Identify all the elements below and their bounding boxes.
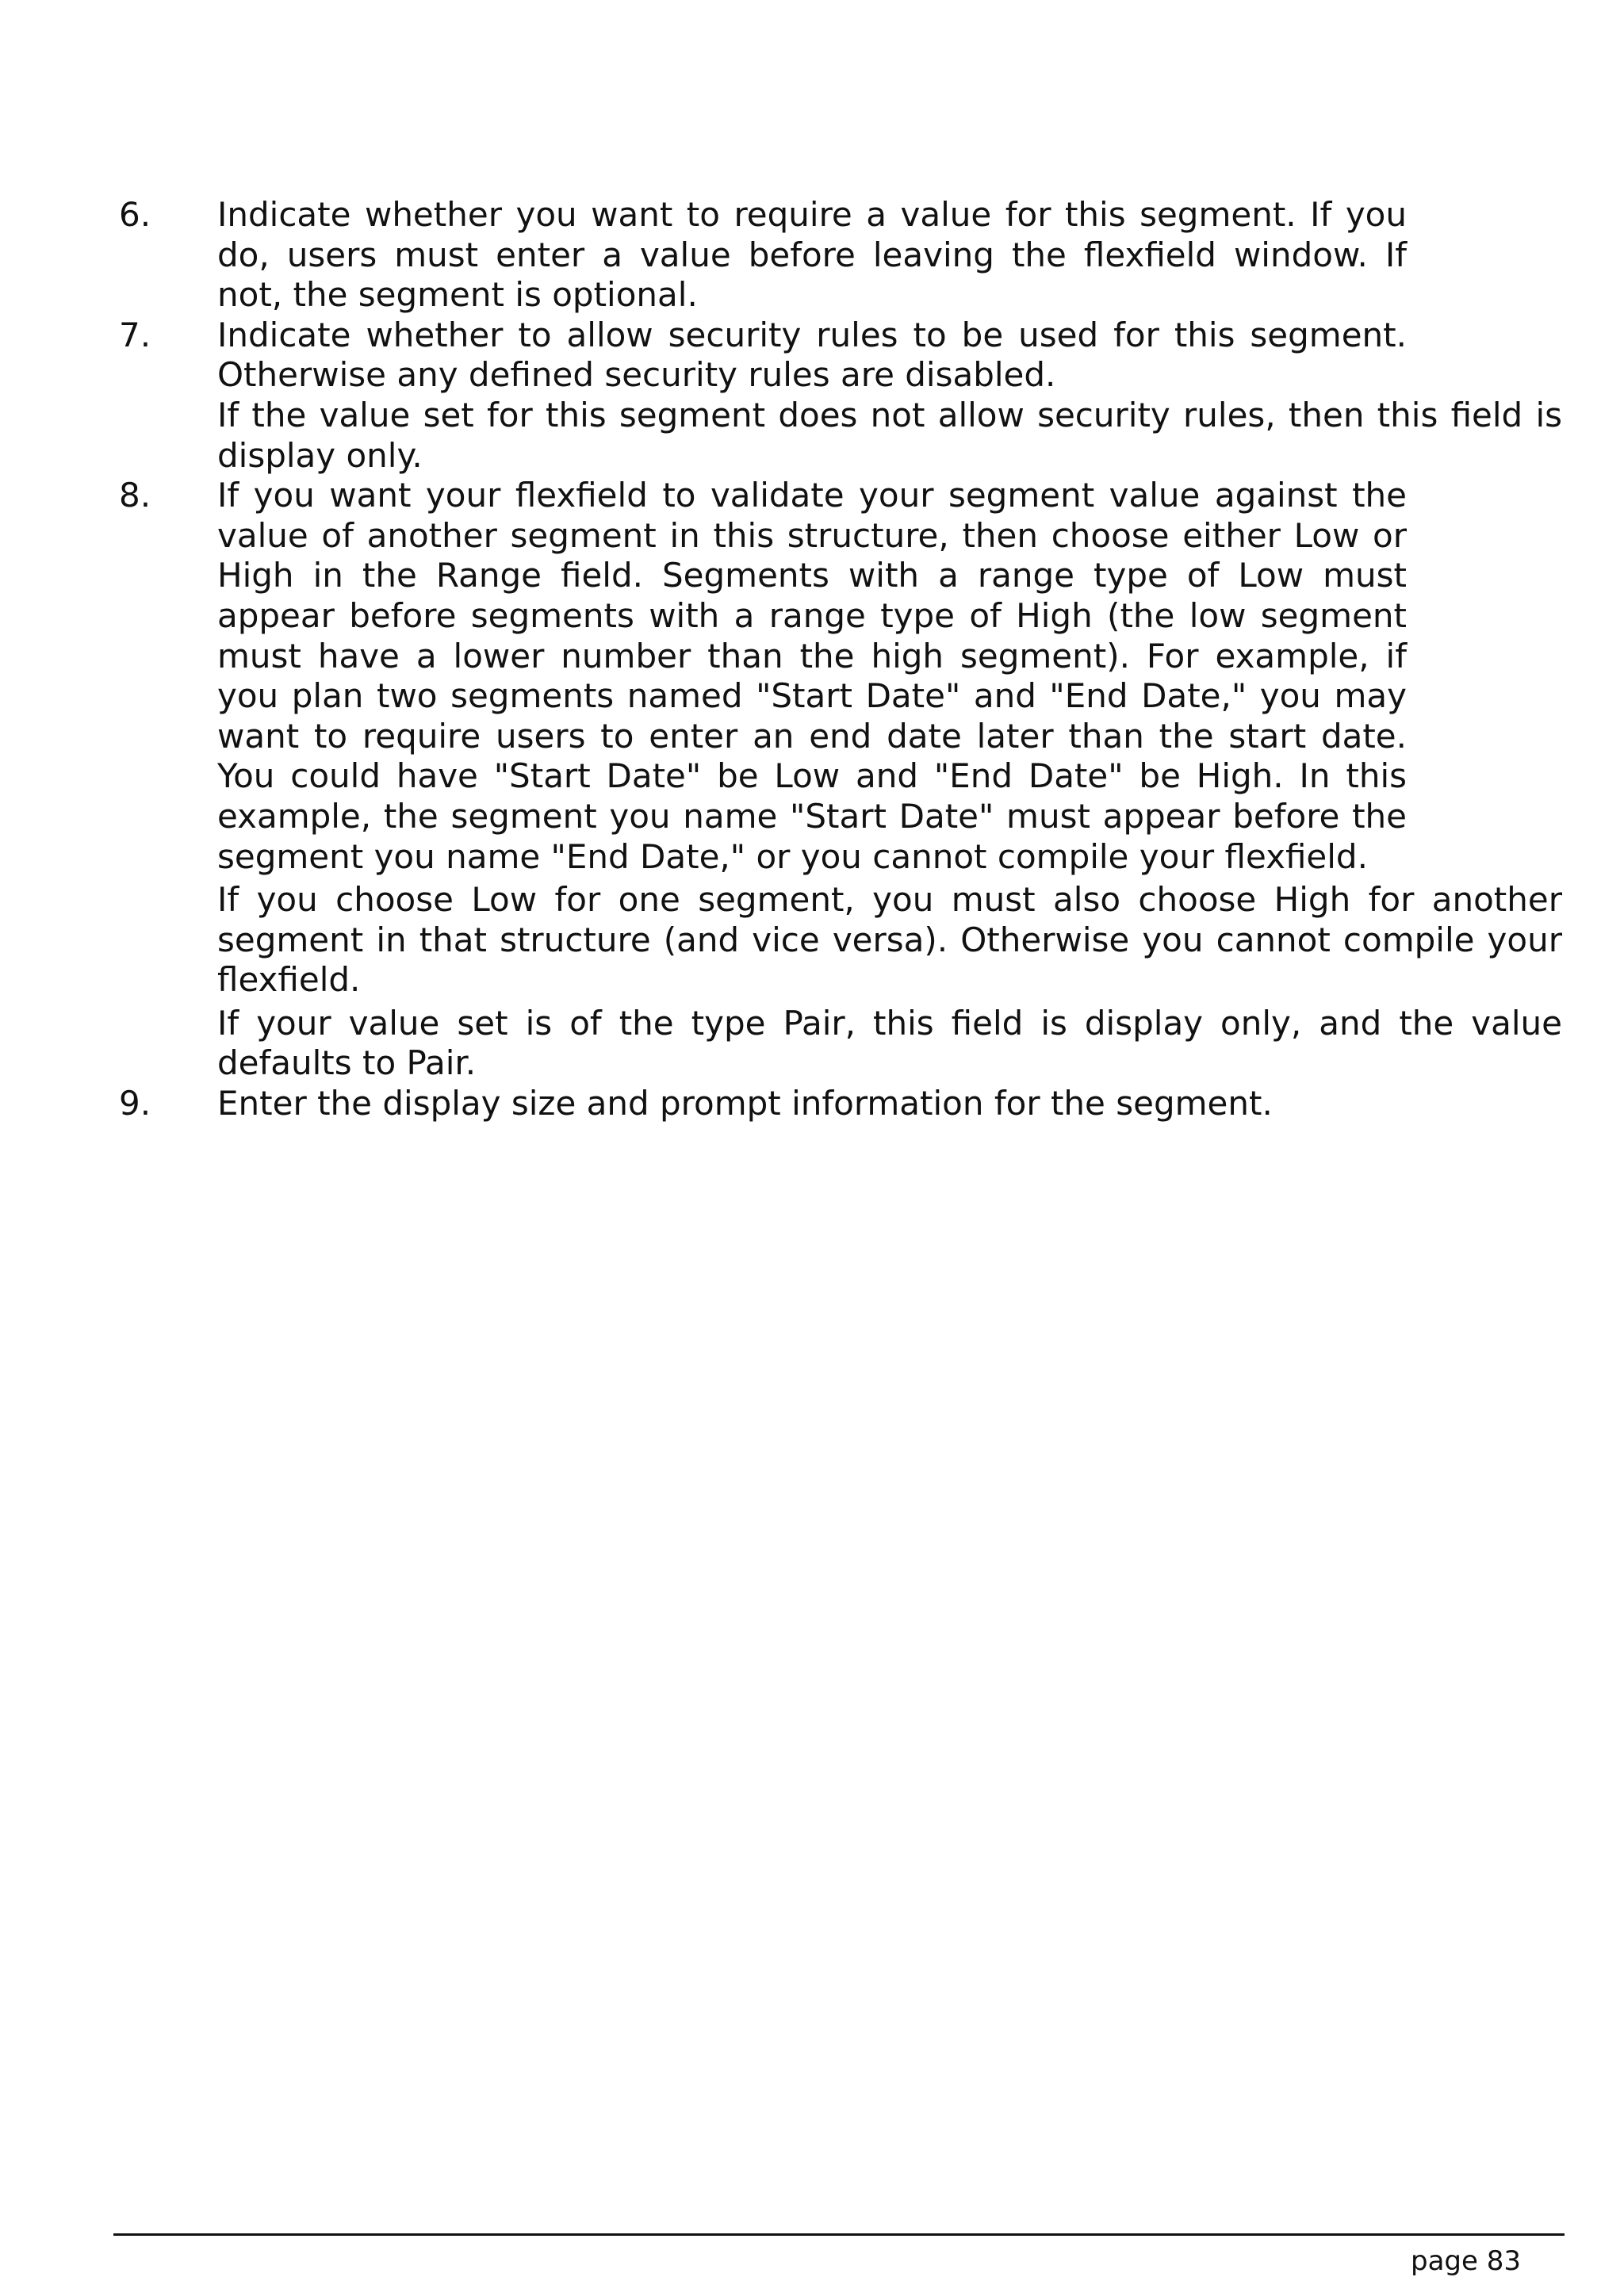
list-item — [119, 476, 1562, 1084]
item-paragraph: If you want your flexfield to validate your segment value against the value of another segment in this structure, then choose either Low or High in the Range field. Segments with a range type of Low must appear before segments with a range type of High (the low segment must have a lower number than the high segment). For example, if you plan two segments named "Start Date" and "End Date," you may want to require users to enter an end date later than the start date. You could have "Start Date" be Low and "End Date" be High. In this example, the segment you name "Start Date" must appear before the segment you name "End Date," or you cannot compile your flexfield. — [217, 476, 1407, 876]
item-paragraph: Indicate whether you want to require a value for this segment. If you do, users must enter a value before leaving the flexfield window. If not, the segment is optional. — [217, 195, 1407, 315]
item-paragraph: Enter the display size and prompt information for the segment. — [217, 1084, 1273, 1123]
item-paragraph: Indicate whether to allow security rules to be used for this segment. Otherwise any defined security rules are disabled. — [217, 315, 1407, 395]
footer-divider — [113, 2233, 1565, 2236]
item-number: 8. — [119, 476, 151, 515]
document-body — [119, 195, 1562, 1124]
list-item — [119, 316, 1562, 476]
page-number: page 83 — [1411, 2245, 1521, 2277]
list-item — [119, 1084, 1562, 1124]
list-item — [119, 195, 1562, 316]
item-number: 9. — [119, 1084, 151, 1123]
item-paragraph: If you choose Low for one segment, you must also choose High for another segment in that structure (and vice versa). Otherwise you cannot compile your flexfield. — [217, 880, 1562, 1000]
item-number: 6. — [119, 195, 151, 234]
item-paragraph: If the value set for this segment does not allow security rules, then this field is display only. — [217, 395, 1562, 475]
item-paragraph: If your value set is of the type Pair, this field is display only, and the value defaults to Pair. — [217, 1003, 1562, 1083]
item-number: 7. — [119, 315, 151, 354]
